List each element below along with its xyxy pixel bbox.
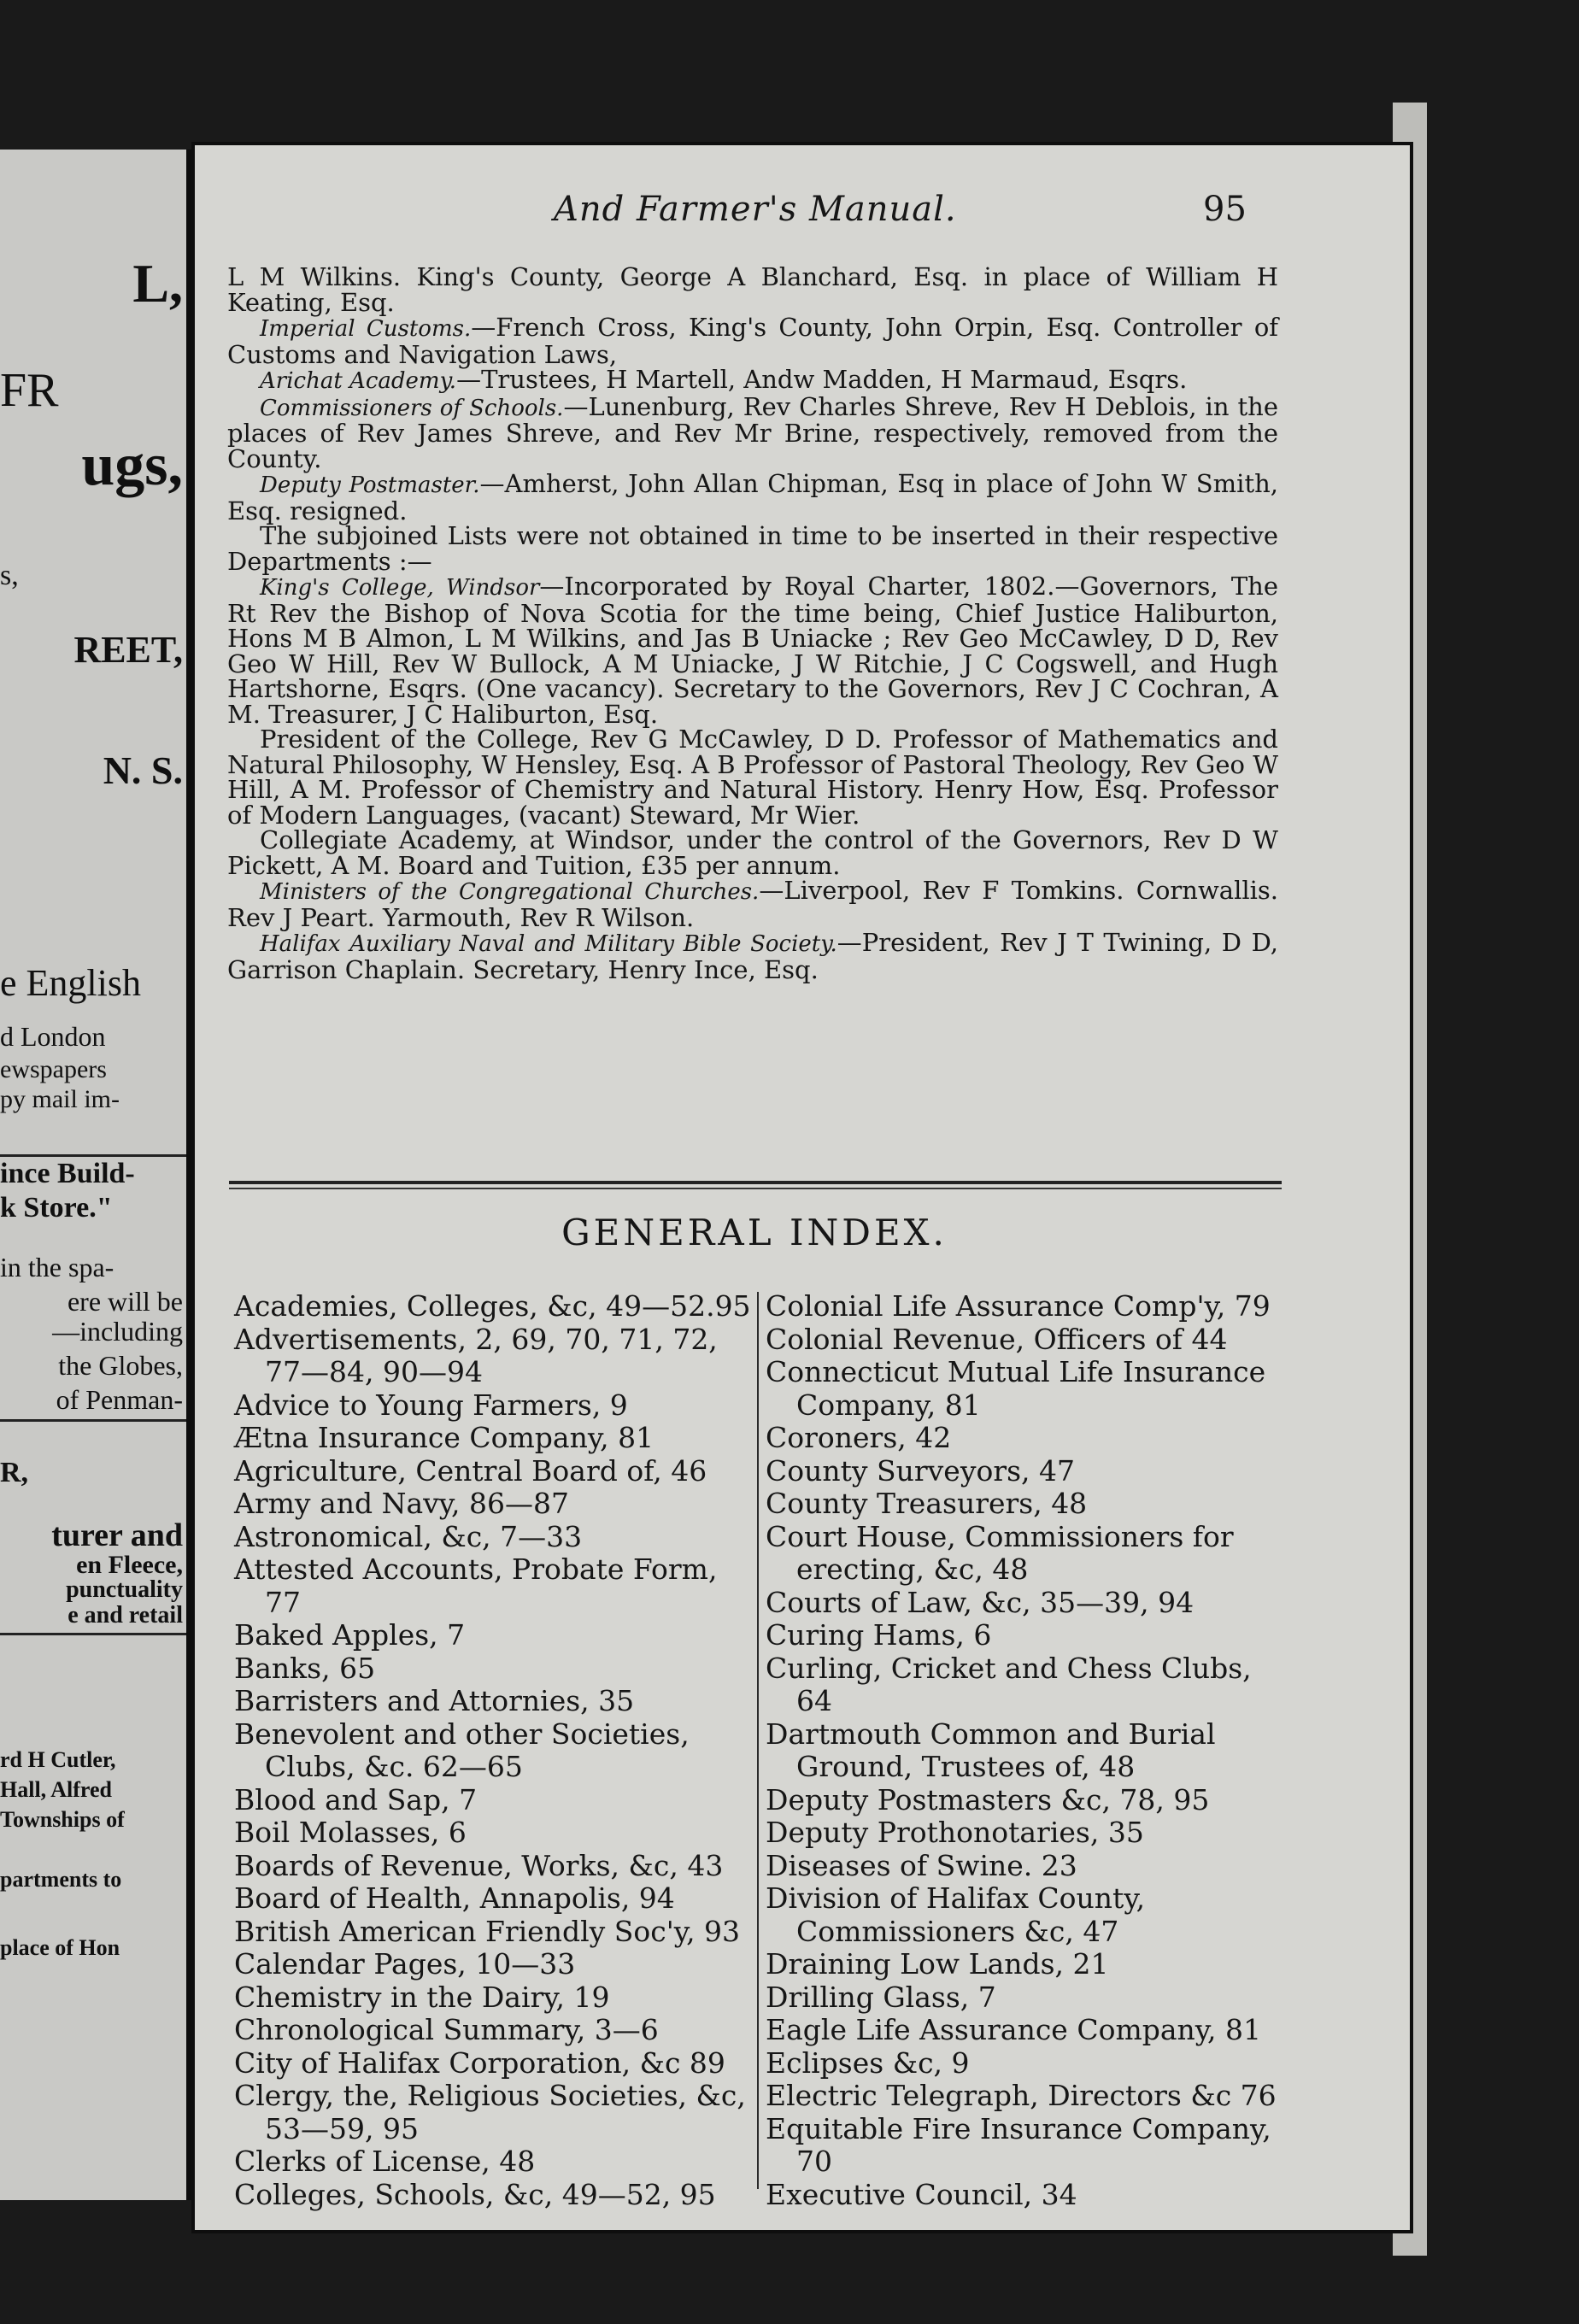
running-title: And Farmer's Manual. [554,190,957,229]
notice-paragraph [227,367,1278,395]
index-entry: Army and Navy, 86—87 [234,1487,569,1520]
index-entry: City of Halifax Corporation, &c 89 [234,2045,725,2080]
index-entry: Connecticut Mutual Life Insurance Company, 81 [766,1355,1266,1422]
notice-paragraph [227,391,1278,473]
notice-text: —Incorporated by Royal Charter, 1802.—Governors, The Rt Rev the Bishop of Nova Scotia for the time being, Chief Justice Haliburton, Hons M B Almon, L M Wilkins, and Jas B Uniacke ; Rev Geo McCawley, D D, Rev Geo W Hill, Rev W Bullock, A M Uniacke, J W Ritchie, J C Cogswell, and Hugh Hartshorne, Esqrs. (One vacancy). Secretary to the Governors, Rev J C Cochran, A M. Treasurer, J C Haliburton, Esq. [227,572,1278,729]
notice-paragraph [227,521,1278,576]
index-entry: Diseases of Swine. 23 [766,1848,1077,1882]
fragment-line: REET, [73,629,183,671]
fragment-line: k Store." [0,1192,113,1224]
index-entry: Equitable Fire Insurance Company, 70 [766,2111,1271,2178]
index-entry: Blood and Sap, 7 [234,1782,478,1816]
notice-paragraph [227,262,1278,317]
notice-paragraph [227,574,1278,727]
notice-text: The subjoined Lists were not obtained in time to be inserted in their respective Departments :— [227,521,1278,576]
fragment-line: s, [0,560,19,591]
index-title: GENERAL INDEX. [561,1212,948,1253]
fragment-rule [0,1419,186,1422]
index-right-column [766,1290,1278,2211]
appointment-notices [227,262,1279,984]
book-page [195,145,1410,2230]
index-entry: British American Friendly Soc'y, 93 [234,1914,741,1948]
index-entry: Drilling Glass, 7 [766,1980,996,2014]
section-divider-thin [229,1188,1282,1189]
index-entry: Curling, Cricket and Chess Clubs, 64 [766,1651,1252,1717]
notice-text: —President, Rev J T Twining, D D, Garrison Chaplain. Secretary, Henry Ince, Esq. [227,928,1279,984]
index-entry: Astronomical, &c, 7—33 [234,1519,583,1553]
notice-paragraph [227,878,1278,930]
fragment-line: e and retail [68,1602,183,1629]
fragment-line: en Fleece, [76,1551,183,1579]
notice-heading: Ministers of the Congregational Churches. [260,879,760,905]
index-entry: Deputy Prothonotaries, 35 [766,1816,1144,1849]
notice-heading: Arichat Academy. [260,368,457,394]
index-entry: Agriculture, Central Board of, 46 [234,1453,707,1488]
index-entry: Colonial Revenue, Officers of 44 [766,1322,1228,1356]
notice-heading: Halifax Auxiliary Naval and Military Bible Society. [260,931,837,957]
index-left-column [234,1290,755,2211]
index-entry: Advertisements, 2, 69, 70, 71, 72, 77—84, 90—94 [234,1322,718,1388]
fragment-rule [0,1633,186,1635]
fragment-line: partments to [0,1867,122,1892]
fragment-line: —including [52,1316,183,1347]
index-entry: Deputy Postmasters &c, 78, 95 [766,1782,1210,1816]
fragment-line: place of Hon [0,1935,120,1960]
notice-text: President of the College, Rev G McCawley, D D. Professor of Mathematics and Natural Philosophy, W Hensley, Esq. A B Professor of Pastoral Theology, Rev Geo W Hill, A M. Professor of Chemistry and Natural History. Henry How, Esq. Professor of Modern Languages, (vacant) Steward, Mr Wier. [227,725,1278,830]
fragment-line: turer and [51,1517,183,1553]
index-entry: Courts of Law, &c, 35—39, 94 [766,1585,1195,1619]
fragment-line: the Globes, [58,1350,183,1381]
fragment-rule [0,1154,186,1157]
index-entry: Attested Accounts, Probate Form, 77 [234,1552,718,1619]
index-entry: Ætna Insurance Company, 81 [234,1421,654,1454]
notice-heading: King's College, Windsor [260,575,540,601]
index-entry: Electric Telegraph, Directors &c 76 [766,2079,1277,2112]
notice-heading: Imperial Customs. [260,316,472,342]
fragment-line: ere will be [67,1286,183,1317]
index-entry: Banks, 65 [234,1651,376,1685]
index-entry: Board of Health, Annapolis, 94 [234,1881,675,1915]
index-entry: Clergy, the, Religious Societies, &c, 53—59, 95 [234,2079,746,2145]
fragment-line: R, [0,1457,29,1488]
index-entry: Colonial Life Assurance Comp'y, 79 [766,1289,1271,1323]
fragment-line: ince Build- [0,1158,135,1189]
fragment-line: py mail im- [0,1085,120,1113]
index-entry: Boil Molasses, 6 [234,1816,467,1849]
index-entry: Division of Halifax County, Commissioners &c, 47 [766,1881,1146,1948]
column-divider [757,1292,759,2189]
notice-paragraph [227,825,1278,880]
fragment-line: d London [0,1021,106,1052]
notice-text: —Amherst, John Allan Chipman, Esq in place of John W Smith, Esq. resigned. [227,469,1278,525]
index-entry: Chronological Summary, 3—6 [234,2013,659,2046]
index-entry: Court House, Commissioners for erecting, &c, 48 [766,1519,1234,1586]
index-entry: Advice to Young Farmers, 9 [234,1388,628,1422]
section-divider [229,1181,1282,1184]
index-entry: Coroners, 42 [766,1421,952,1454]
notice-text: —French Cross, King's County, John Orpin, Esq. Controller of Customs and Navigation Laws, [227,313,1279,369]
notice-paragraph [227,727,1278,828]
fragment-line: ewspapers [0,1055,107,1083]
fragment-line: L, [132,253,183,314]
page-header [195,190,1263,241]
index-entry: Boards of Revenue, Works, &c, 43 [234,1848,724,1882]
notice-heading: Commissioners of Schools. [260,395,564,421]
fragment-line: N. S. [103,748,183,792]
page-number: 95 [1203,190,1247,229]
notice-heading: Deputy Postmaster. [260,472,480,498]
index-entry: County Surveyors, 47 [766,1453,1076,1488]
notice-paragraph [227,315,1278,367]
notice-paragraph [227,930,1278,983]
notice-text: —Lunenburg, Rev Charles Shreve, Rev H Deblois, in the places of Rev James Shreve, and Rev Mr Brine, respectively, removed from the County. [227,391,1278,473]
index-entry: Barristers and Attornies, 35 [234,1684,635,1717]
fragment-line: rd H Cutler, [0,1747,116,1772]
index-entry: Benevolent and other Societies, Clubs, &c. 62—65 [234,1717,690,1783]
notice-text: Collegiate Academy, at Windsor, under the control of the Governors, Rev D W Pickett, A M. Board and Tuition, £35 per annum. [227,825,1278,880]
index-entry: Clerks of License, 48 [234,2145,536,2178]
notice-text: L M Wilkins. King's County, George A Blanchard, Esq. in place of William H Keating, Esq. [227,262,1278,317]
fragment-line: FR [0,364,59,417]
index-entry: Calendar Pages, 10—33 [234,1947,576,1981]
notice-text: —Liverpool, Rev F Tomkins. Cornwallis. Rev J Peart. Yarmouth, Rev R Wilson. [227,876,1278,932]
notice-paragraph [227,469,1278,525]
fragment-line: in the spa- [0,1252,114,1282]
index-entry: Curing Hams, 6 [766,1618,992,1652]
index-entry: Executive Council, 34 [766,2177,1077,2211]
fragment-line: e English [0,962,141,1004]
index-entry: Eagle Life Assurance Company, 81 [766,2013,1262,2046]
fragment-line: Hall, Alfred [0,1777,112,1802]
index-entry: Colleges, Schools, &c, 49—52, 95 [234,2177,716,2211]
adjacent-page-fragment [0,150,191,2200]
notice-text: —Trustees, H Martell, Andw Madden, H Marmaud, Esqrs. [456,365,1188,394]
index-entry: Draining Low Lands, 21 [766,1947,1109,1981]
fragment-line: punctuality [66,1576,183,1603]
fragment-line: Townships of [0,1807,125,1832]
index-entry: Eclipses &c, 9 [766,2045,970,2080]
fragment-line: ugs, [81,432,183,498]
index-entry: Academies, Colleges, &c, 49—52.95 [234,1289,751,1323]
index-entry: Chemistry in the Dairy, 19 [234,1980,610,2014]
index-entry: Dartmouth Common and Burial Ground, Trustees of, 48 [766,1717,1216,1783]
index-entry: County Treasurers, 48 [766,1487,1088,1520]
index-entry: Baked Apples, 7 [234,1618,466,1652]
fragment-line: of Penman- [56,1384,183,1415]
